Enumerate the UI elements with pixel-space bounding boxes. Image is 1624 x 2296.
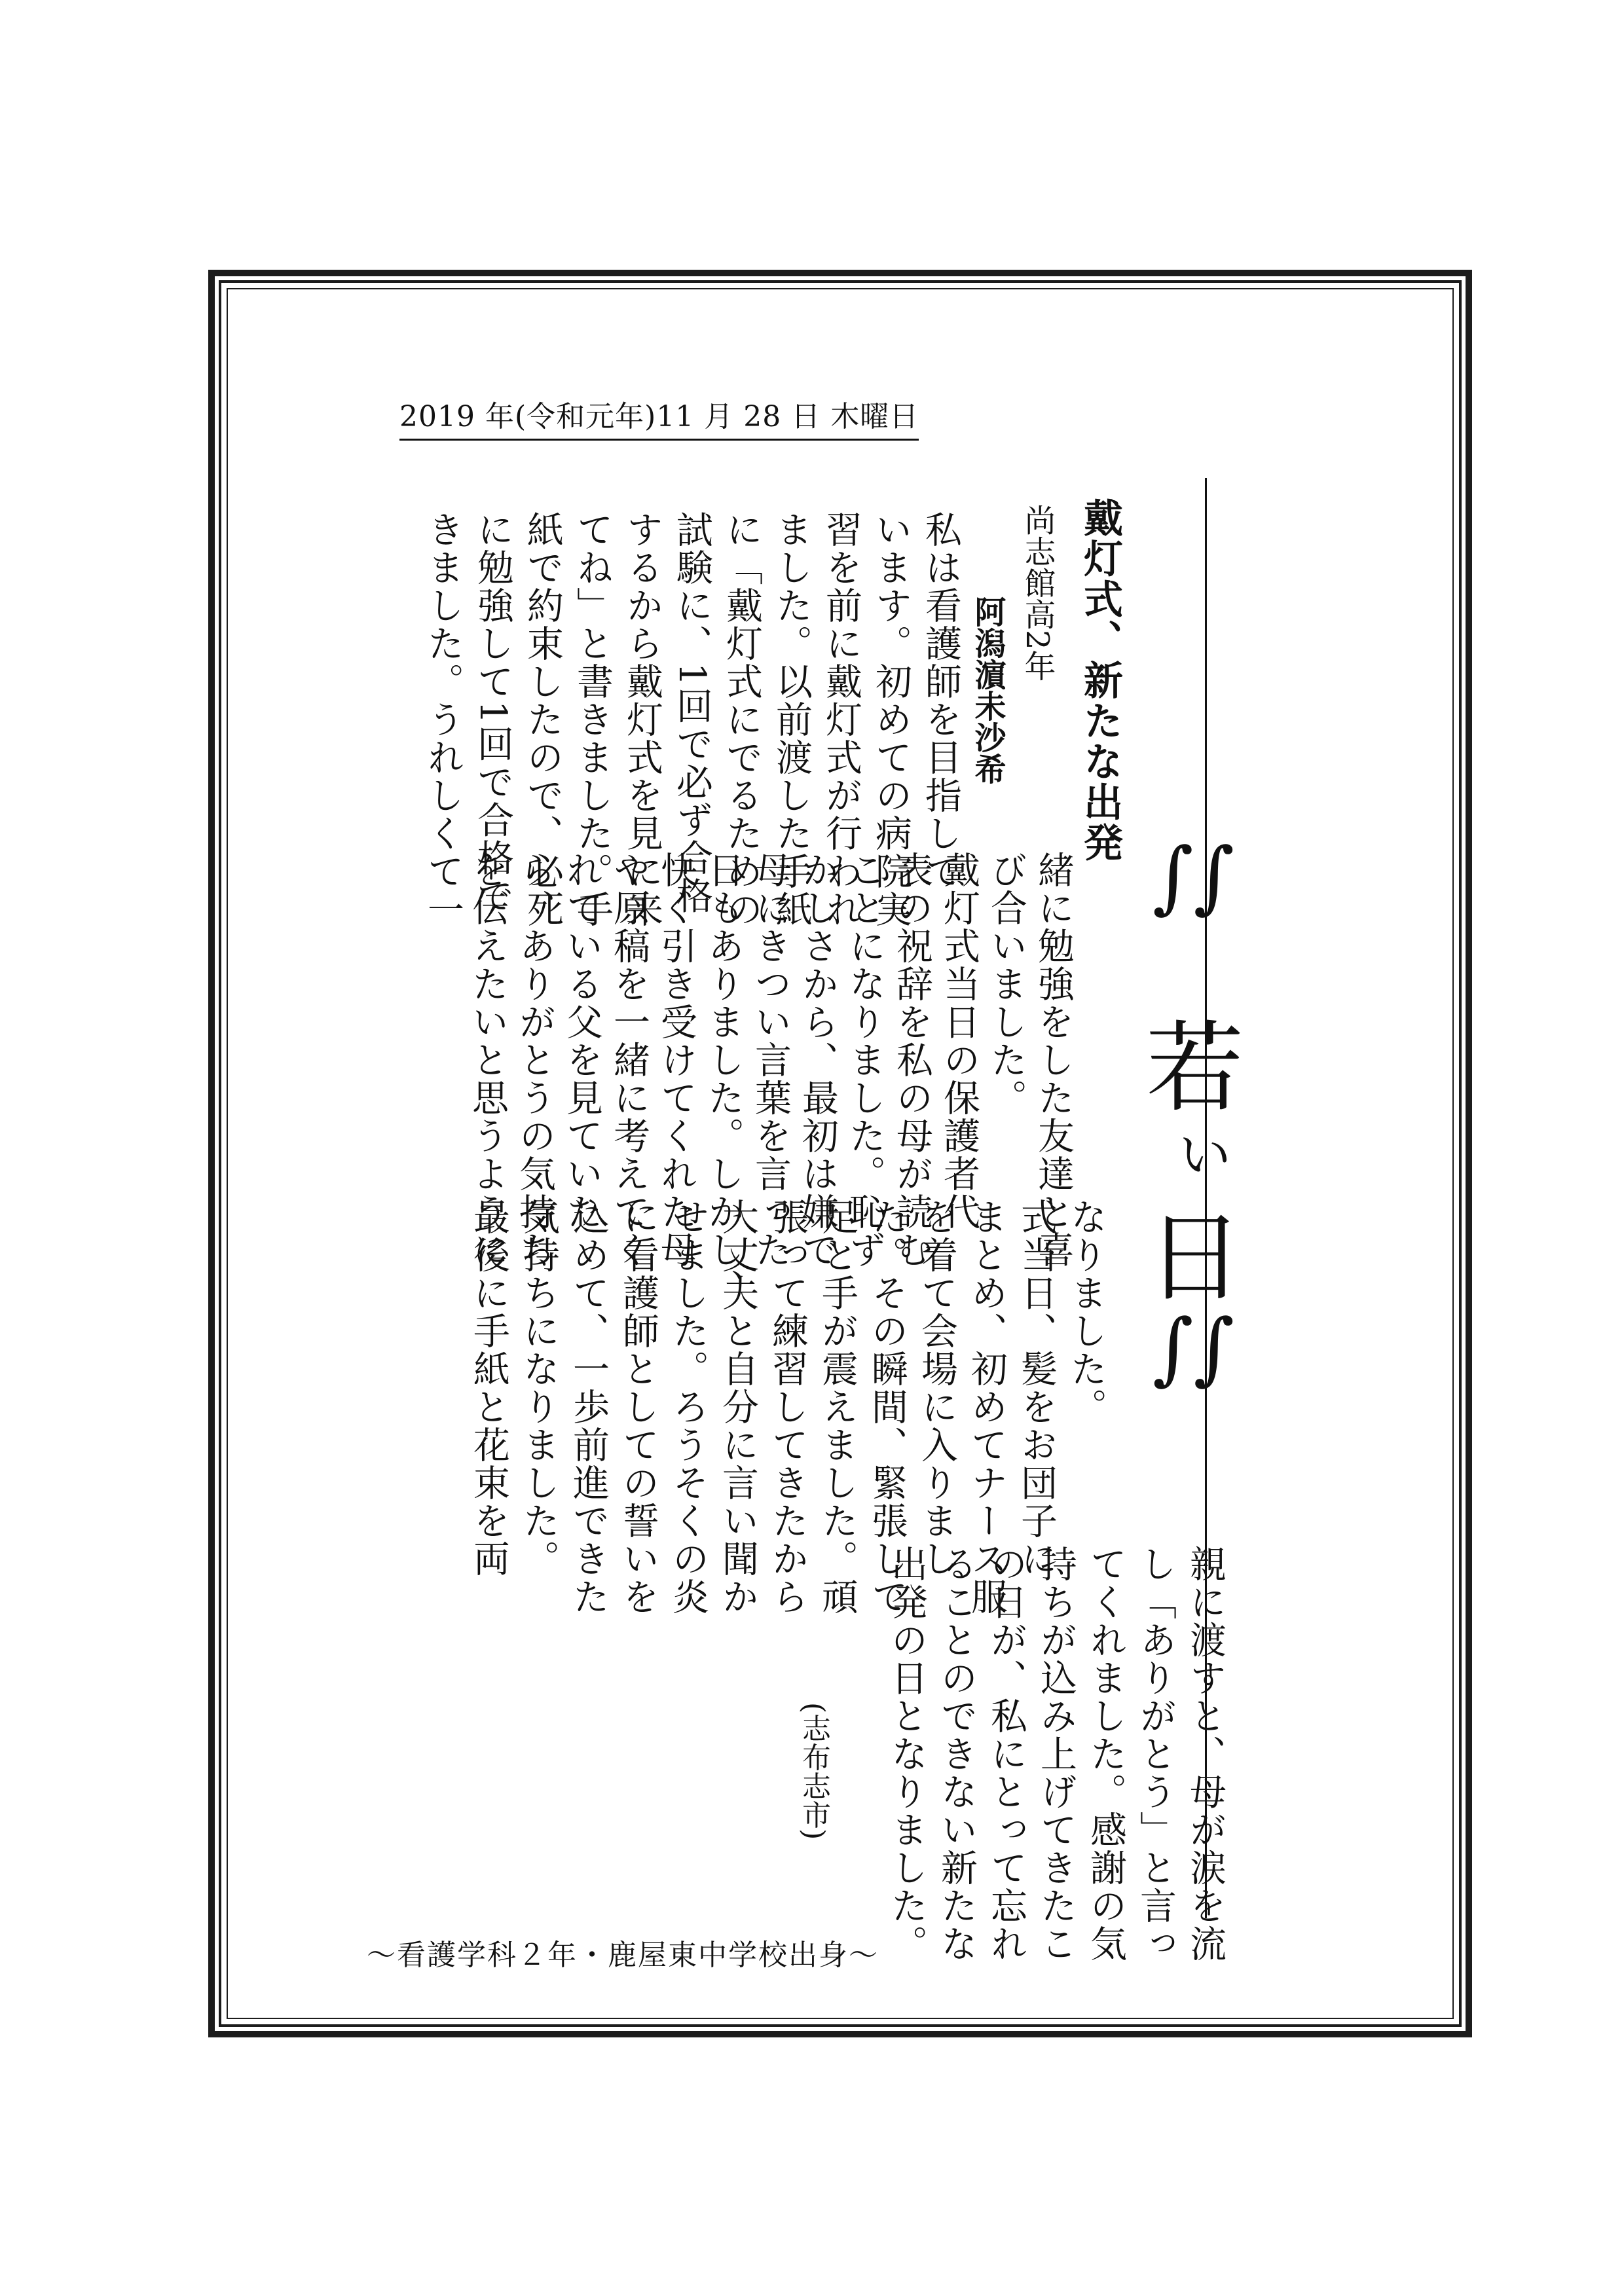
body-end-line: ることのできない新たな (935, 1545, 978, 1963)
body-top-line: てね」と書きました。手 (571, 511, 614, 928)
footer-note: 〜看護学科２年・鹿屋東中学校出身〜 (367, 1939, 879, 1972)
body-end-line: てくれました。感謝の気 (1084, 1545, 1127, 1963)
body-middle-line: れている父を見ていた (561, 851, 603, 1231)
logo-char-1: 若 (1146, 1011, 1245, 1125)
body-top-line: 試験に、1回で必ず合格 (671, 511, 713, 915)
body-top-line: に勉強して1回で合格で (471, 511, 514, 915)
body-lower-line: 大丈夫と自分に言い聞か (716, 1198, 759, 1616)
body-lower-line: 最後に手紙と花束を両 (468, 1198, 510, 1578)
swirl-bottom-icon: ∫∫ (1153, 1303, 1235, 1394)
body-middle-line: かしさから、最初は嫌で (796, 851, 839, 1269)
credit-location: (志布志市) (797, 1702, 830, 1840)
body-lower-line: を着て会場に入りまし (915, 1198, 958, 1578)
body-top-line: 私は看護師を目指して (919, 511, 962, 890)
body-lower-line: 張って練習してきたから (766, 1198, 809, 1616)
body-top-line: います。初めての病院実 (870, 511, 912, 928)
body-lower-line: に看護師としての誓いを (617, 1198, 659, 1616)
body-lower-line: 式当日、髪をお団子に (1015, 1198, 1058, 1578)
body-middle-line: 戴灯式当日の保護者代 (938, 851, 980, 1231)
body-lower-line: まとめ、初めてナース服 (965, 1198, 1008, 1616)
body-top-line: するから戴灯式を見に来 (621, 511, 663, 928)
body-lower-line: なりました。 (1065, 1198, 1107, 1426)
body-lower-line: 気持ちになりました。 (517, 1198, 560, 1578)
logo-char-3: 日 (1146, 1201, 1245, 1315)
date-line: 2019 年(令和元年)11 月 28 日 木曜日 (399, 393, 919, 441)
body-top-line: 紙で約束したので、必死 (521, 511, 564, 928)
body-lower-line: た。その瞬間、緊張して (866, 1198, 908, 1616)
body-middle-line: ら、ありがとうの気持ち (513, 851, 556, 1269)
logo-char-2: い (1179, 1125, 1231, 1186)
body-middle-line: 母にきつい言葉を言った (749, 851, 792, 1269)
body-middle-line: 緒に勉強をした友達と喜 (1032, 851, 1075, 1269)
author-name: 阿潟濵未沙希 (969, 596, 1006, 784)
swirl-top-icon: ∫∫ (1153, 831, 1235, 922)
body-end-line: の日が、私にとって忘れ (985, 1545, 1027, 1963)
column-logo (1126, 831, 1257, 1440)
body-middle-line: 日もありました。しかし、 (702, 851, 745, 1307)
body-end-line: 親に渡すと、母が涙を流 (1184, 1545, 1227, 1963)
body-end-line: 持ちが込み上げてきたこ (1035, 1545, 1077, 1963)
body-top-line: に「戴灯式にでるための (720, 511, 763, 928)
body-end-line: し「ありがとう」と言っ (1134, 1545, 1177, 1963)
body-lower-line: 足と手が震えました。頑 (816, 1198, 858, 1616)
body-middle-line: 表の祝辞を私の母が読む (891, 851, 933, 1269)
body-middle-line: ことになりました。恥ず (843, 851, 886, 1269)
body-middle-line: や原稿を一緒に考えてく (608, 851, 650, 1269)
body-lower-line: せました。ろうそくの炎 (667, 1198, 709, 1616)
body-middle-line: び合いました。 (985, 851, 1027, 1117)
body-top-line: 習を前に戴灯式が行われ (820, 511, 862, 928)
author-school: 尚志館高2年 (1019, 504, 1056, 682)
body-top-line: ました。以前渡した手紙 (770, 511, 813, 928)
article-title: 戴灯式、新たな出発 (1077, 498, 1123, 863)
body-top-line: きました。うれしくて一 (422, 511, 464, 928)
body-middle-line: 快く引き受けてくれた母 (655, 851, 697, 1269)
body-lower-line: 込めて、一歩前進できた (567, 1198, 610, 1616)
body-end-line: 出発の日となりました。 (885, 1545, 928, 1963)
body-middle-line: を伝えたいと思うように (466, 851, 509, 1269)
